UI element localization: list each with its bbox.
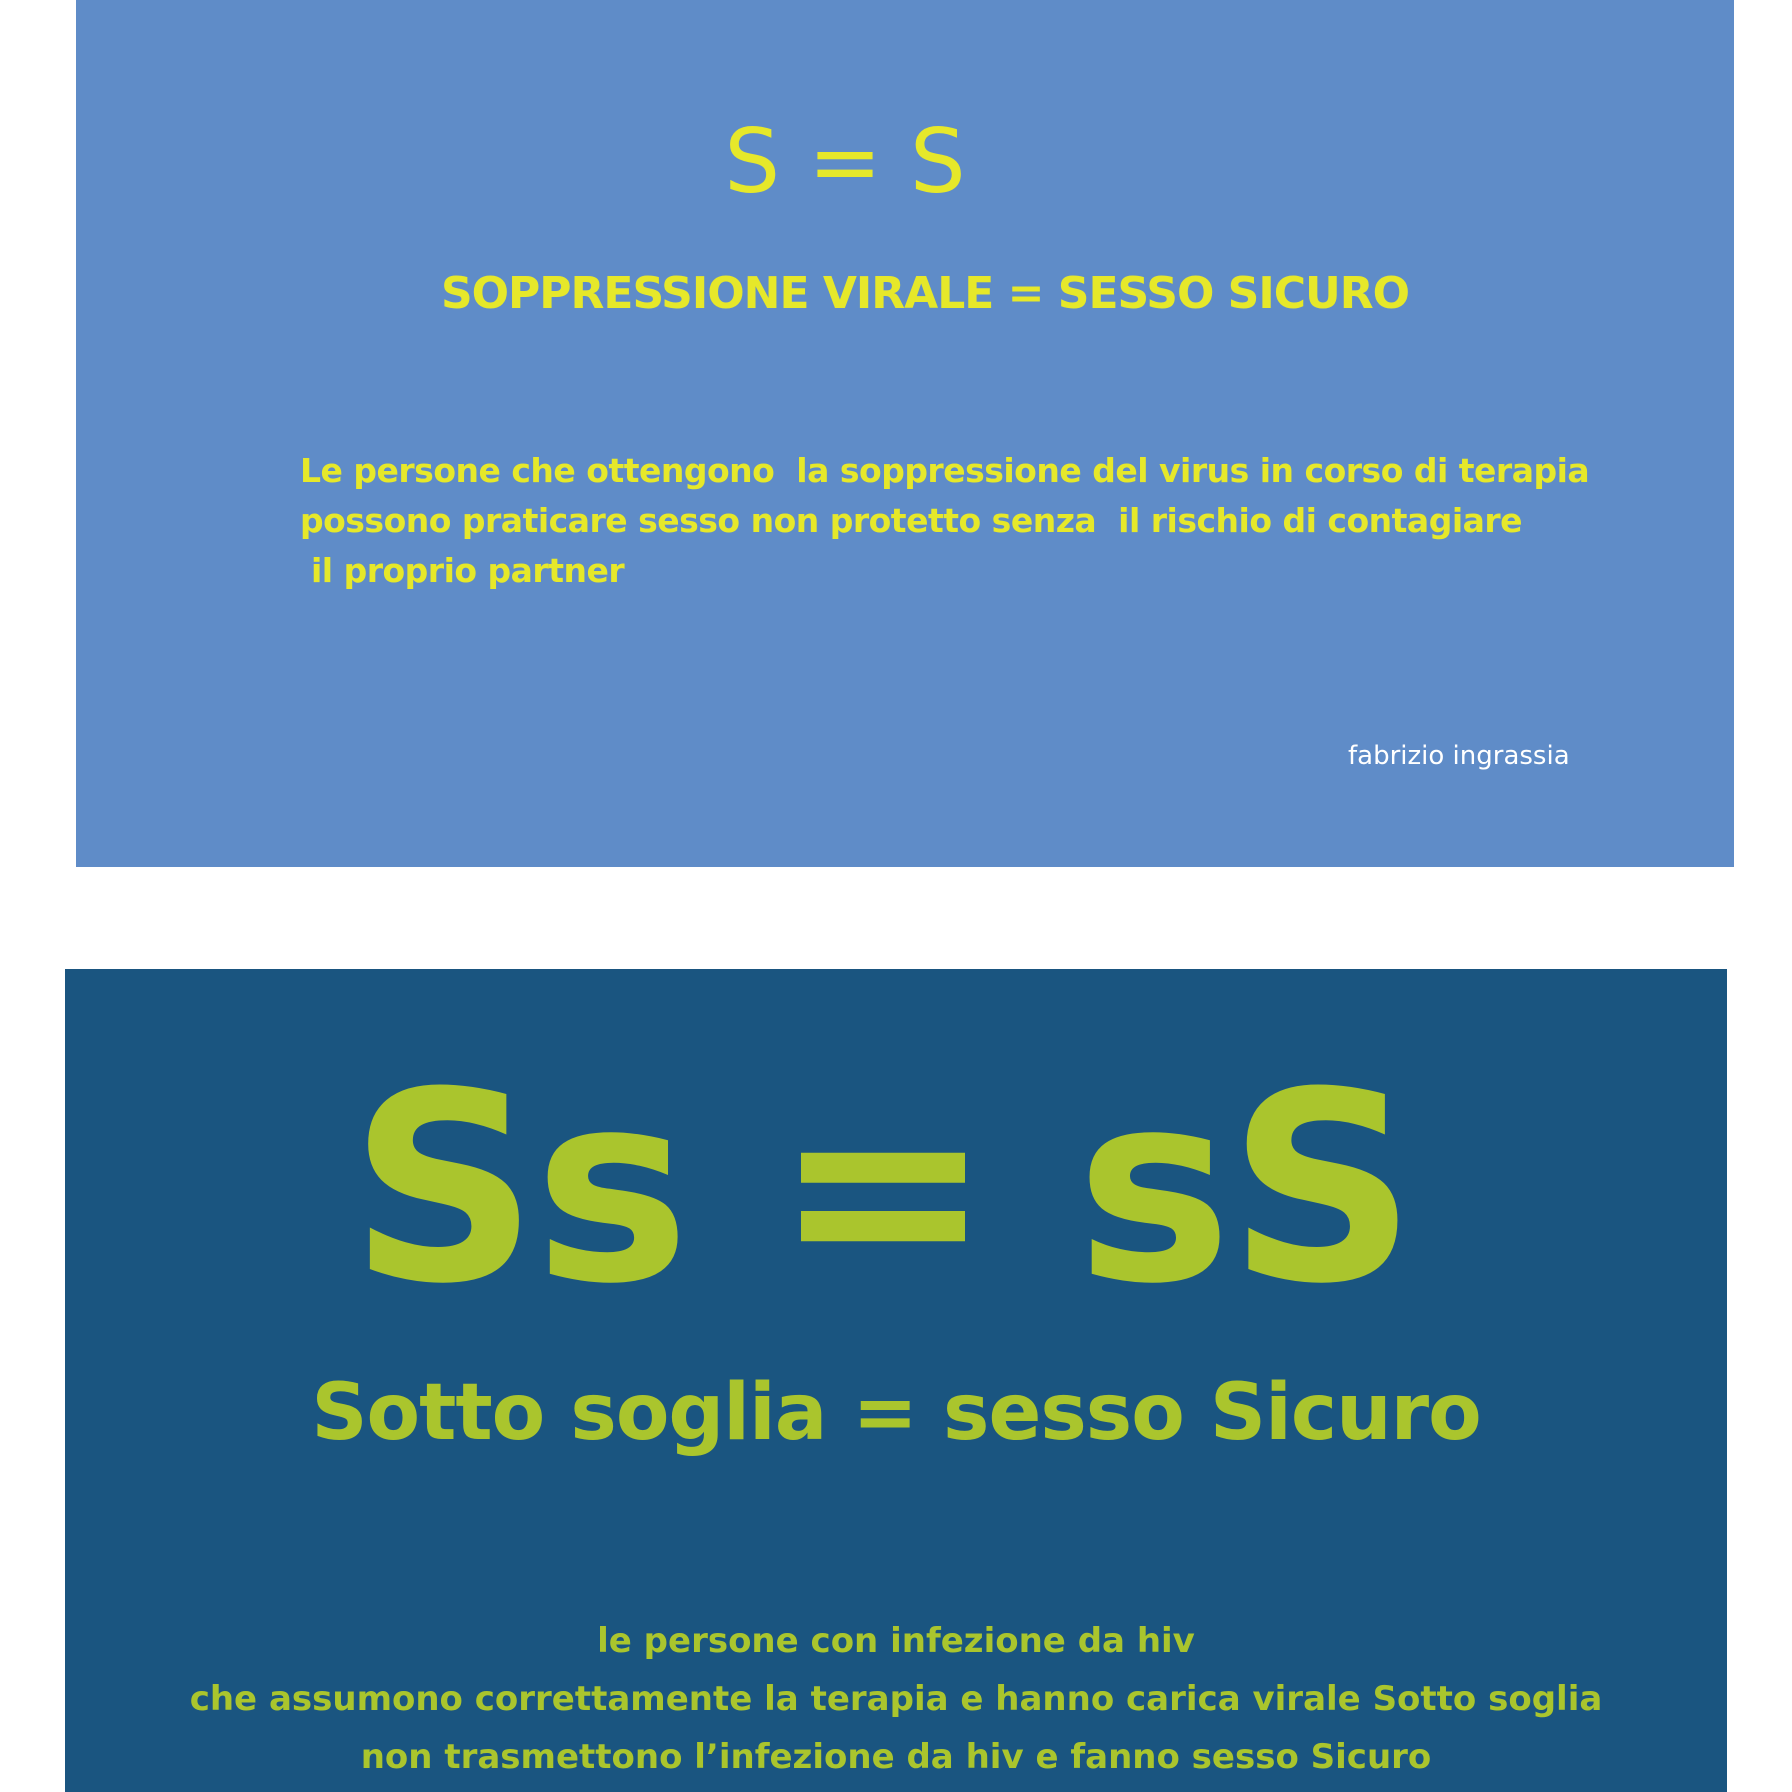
top-body-line: possono praticare sesso non protetto senza il rischio di contagiare: [300, 501, 1523, 540]
bottom-poster-panel: [65, 969, 1727, 1792]
bottom-body-line: che assumono correttamente la terapia e hanno carica virale Sotto soglia: [189, 1679, 1603, 1719]
top-body-text: [300, 446, 1589, 596]
bottom-body-line: le persone con infezione da hiv: [597, 1621, 1195, 1661]
top-subtitle: SOPPRESSIONE VIRALE = SESSO SICURO: [440, 268, 1410, 319]
bottom-subtitle: Sotto soglia = sesso Sicuro: [311, 1368, 1481, 1458]
bottom-body-text: [65, 1612, 1727, 1786]
top-poster-panel: [76, 0, 1734, 867]
author-credit: fabrizio ingrassia: [1348, 741, 1570, 771]
top-formula-heading: S = S: [724, 110, 966, 213]
bottom-body-line: non trasmettono l’infezione da hiv e fanno sesso Sicuro: [360, 1737, 1432, 1777]
top-body-line: Le persone che ottengono la soppressione del virus in corso di terapia: [300, 451, 1590, 490]
top-body-line: il proprio partner: [300, 551, 625, 590]
bottom-formula-heading: Ss = sS: [349, 1036, 1413, 1341]
